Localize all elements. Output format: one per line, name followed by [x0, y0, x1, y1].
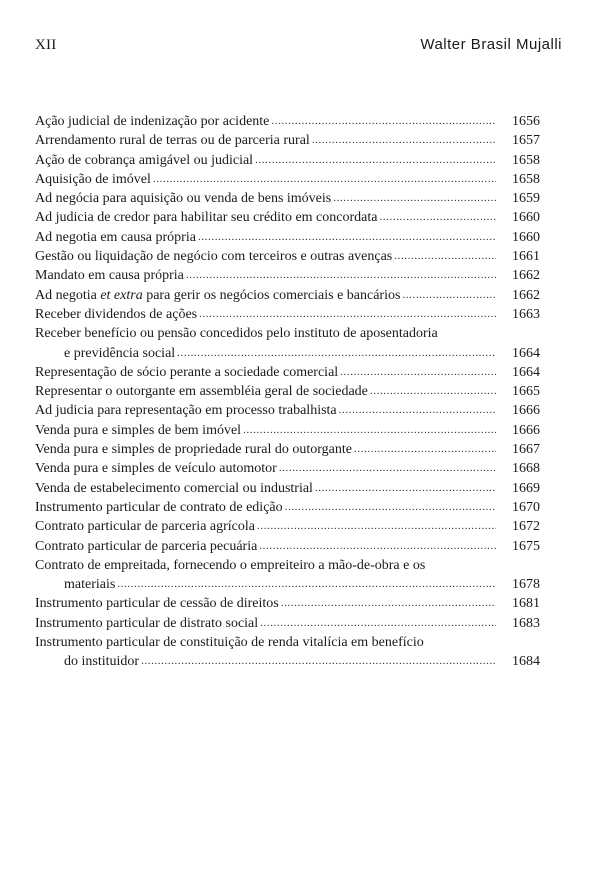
toc-entry-page: 1665: [512, 384, 540, 400]
toc-entry-title: Ad judicia para representação em processo trabalhista: [35, 403, 337, 419]
toc-entry-title-line1: Contrato de empreitada, fornecendo o empreiteiro a mão-de-obra e os: [35, 557, 426, 573]
toc-entry: [35, 151, 540, 170]
toc-entry: [35, 594, 540, 613]
dot-leader: [259, 537, 496, 556]
dot-leader: [117, 575, 496, 594]
toc-entry-page: 1658: [512, 171, 540, 187]
toc-entry: [35, 228, 540, 247]
toc-entry-page: 1668: [512, 461, 540, 477]
toc-entry-title: Contrato particular de parceria agrícola: [35, 519, 255, 535]
dot-leader: [141, 652, 496, 671]
dot-leader: [402, 286, 496, 305]
dot-leader: [312, 131, 496, 150]
toc-entry-title-line1: Instrumento particular de constituição de renda vitalícia em benefício: [35, 635, 424, 651]
page-label: XII: [35, 37, 57, 53]
toc-entry-title: Venda pura e simples de propriedade rural do outorgante: [35, 442, 352, 458]
dot-leader: [177, 344, 496, 363]
toc-entry-title: Aquisição de imóvel: [35, 171, 151, 187]
dot-leader: [394, 247, 496, 266]
toc-entry: [35, 363, 540, 382]
dot-leader: [243, 421, 496, 440]
toc-entry: [35, 556, 540, 595]
toc-entry-title: Ad judicia de credor para habilitar seu crédito em concordata: [35, 210, 378, 226]
dot-leader: [370, 382, 496, 401]
toc-entry-title: Contrato particular de parceria pecuária: [35, 538, 258, 554]
toc-entry: [35, 247, 540, 266]
toc-entry: [35, 324, 540, 363]
toc-entry-title: Receber dividendos de ações: [35, 306, 198, 322]
toc-entry: [35, 266, 540, 285]
toc-entry-page: 1670: [512, 499, 540, 515]
toc-entry-page: 1672: [512, 519, 540, 535]
dot-leader: [255, 151, 496, 170]
toc-entry: [35, 421, 540, 440]
toc-entry-page: 1660: [512, 229, 540, 245]
toc-entry: [35, 517, 540, 536]
toc-entry-page: 1656: [512, 114, 540, 129]
toc-entry-page: 1664: [512, 345, 540, 361]
toc-entry: [35, 208, 540, 227]
dot-leader: [199, 305, 496, 324]
toc-entry: [35, 633, 540, 672]
toc-entry-page: 1659: [512, 191, 540, 207]
toc-entry-title: Ad negócia para aquisição ou venda de bens imóveis: [35, 191, 332, 207]
toc-entry: [35, 479, 540, 498]
table-of-contents: [35, 112, 540, 672]
toc-entry: [35, 170, 540, 189]
toc-entry-title: Instrumento particular de contrato de edição: [35, 499, 283, 515]
italic-phrase: et extra: [100, 287, 143, 303]
toc-entry: [35, 440, 540, 459]
toc-entry: [35, 189, 540, 208]
toc-entry-title: Ação judicial de indenização por acidente: [35, 114, 270, 129]
dot-leader: [315, 479, 496, 498]
toc-entry: [35, 286, 540, 305]
toc-entry-page: 1664: [512, 364, 540, 380]
toc-entry: [35, 537, 540, 556]
toc-entry-title: Arrendamento rural de terras ou de parceria rural: [35, 133, 310, 149]
toc-entry-page: 1658: [512, 152, 540, 168]
toc-entry-page: 1681: [512, 596, 540, 612]
toc-entry-page: 1660: [512, 210, 540, 226]
dot-leader: [285, 498, 496, 517]
dot-leader: [354, 440, 496, 459]
toc-entry-page: 1662: [512, 268, 540, 284]
toc-entry-title: Representação de sócio perante a sociedade comercial: [35, 364, 339, 380]
dot-leader: [260, 614, 496, 633]
toc-entry-page: 1662: [512, 287, 540, 303]
running-header: [35, 36, 562, 56]
dot-leader: [271, 112, 496, 131]
dot-leader: [198, 228, 496, 247]
toc-entry-title-line2: materiais: [64, 577, 116, 593]
toc-entry-title: Venda pura e simples de bem imóvel: [35, 422, 242, 438]
toc-entry-page: 1661: [512, 249, 540, 265]
toc-entry-page: 1667: [512, 442, 540, 458]
toc-entry-title: Instrumento particular de distrato social: [35, 615, 259, 631]
toc-entry-title: Ad negotia em causa própria: [35, 229, 196, 245]
toc-entry-page: 1666: [512, 422, 540, 438]
toc-entry-title-line1: Receber benefício ou pensão concedidos pelo instituto de aposentadoria: [35, 326, 438, 342]
toc-entry-title-line2: do instituidor: [64, 654, 140, 670]
toc-entry-title: Ad negotia et extra para gerir os negócios comerciais e bancários: [35, 287, 401, 303]
dot-leader: [379, 208, 496, 227]
toc-entry: [35, 382, 540, 401]
toc-entry-page: 1669: [512, 480, 540, 496]
toc-entry-page: 1678: [512, 577, 540, 593]
toc-entry-title-line2: e previdência social: [64, 345, 176, 361]
dot-leader: [279, 459, 496, 478]
dot-leader: [333, 189, 496, 208]
toc-entry-title: Ação de cobrança amigável ou judicial: [35, 152, 254, 168]
toc-entry-title: Venda de estabelecimento comercial ou industrial: [35, 480, 313, 496]
toc-entry-title: Gestão ou liquidação de negócio com terceiros e outras avenças: [35, 249, 393, 265]
dot-leader: [257, 517, 496, 536]
toc-entry: [35, 131, 540, 150]
toc-entry-page: 1663: [512, 306, 540, 322]
toc-entry-page: 1666: [512, 403, 540, 419]
toc-entry-page: 1684: [512, 654, 540, 670]
toc-entry: [35, 614, 540, 633]
toc-entry: [35, 305, 540, 324]
toc-entry: [35, 459, 540, 478]
dot-leader: [339, 401, 496, 420]
dot-leader: [153, 170, 496, 189]
toc-entry: [35, 401, 540, 420]
toc-entry: [35, 112, 540, 131]
dot-leader: [340, 363, 496, 382]
toc-entry: [35, 498, 540, 517]
dot-leader: [281, 594, 496, 613]
toc-entry-title: Mandato em causa própria: [35, 268, 184, 284]
toc-entry-title: Representar o outorgante em assembléia geral de sociedade: [35, 384, 368, 400]
toc-entry-page: 1675: [512, 538, 540, 554]
dot-leader: [186, 266, 496, 285]
toc-entry-page: 1683: [512, 615, 540, 631]
author-name: Walter Brasil Mujalli: [420, 36, 562, 53]
toc-entry-title: Instrumento particular de cessão de direitos: [35, 596, 279, 612]
toc-entry-page: 1657: [512, 133, 540, 149]
toc-entry-title: Venda pura e simples de veículo automotor: [35, 461, 277, 477]
